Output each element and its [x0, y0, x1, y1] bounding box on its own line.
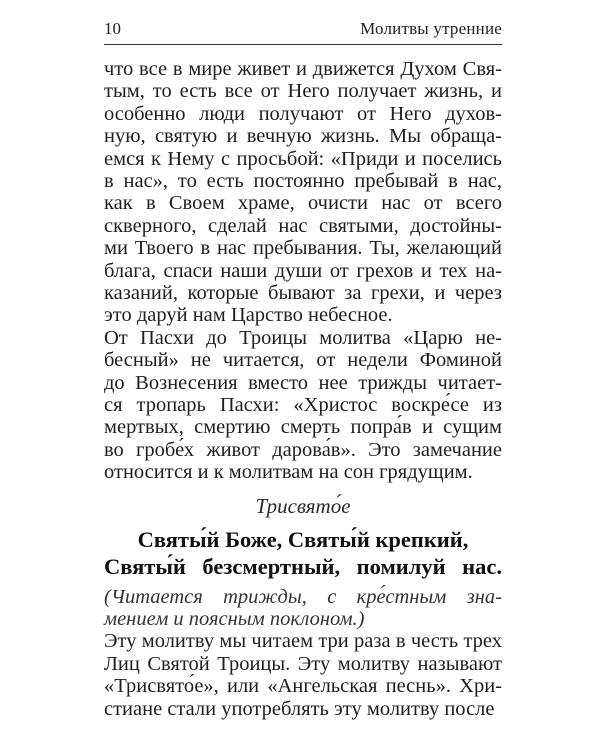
text-line: бесный» не читается, от недели Фоминой — [104, 349, 502, 372]
text-line: блага, спаси наши души от грехов и тех на- — [104, 259, 502, 282]
text-line: ную, святую и вечную жизнь. Мы обраща- — [104, 125, 502, 148]
text-line: в нас», то есть постоянно пребывай в нас, — [104, 170, 502, 192]
text-line: во гробе́х живот дарова́в». Это замечание — [104, 438, 502, 461]
text-line: особенно люди получают от Него духов- — [104, 102, 502, 125]
text-line: ся тропарь Пасхи: «Христос воскре́се из — [104, 394, 502, 416]
text-line: емся к Нему с просьбой: «Приди и поселись — [104, 147, 502, 170]
text-line: Лиц Святой Троицы. Эту молитву называют — [104, 652, 502, 675]
rubric-line: (Читается трижды, с кре́стным зна- — [104, 585, 502, 608]
text-line: что все в мире живет и движется Духом Свя- — [104, 58, 502, 80]
section-heading: Трисвято́е — [255, 493, 351, 518]
text-line: как в Своем храме, очисти нас от всего — [104, 192, 502, 215]
running-title: Молитвы утренние — [360, 19, 502, 38]
text-line: Эту молитву мы читаем три раза в честь трех — [104, 630, 502, 653]
text-line: казаний, которые бывают за грехи, и через — [104, 282, 502, 304]
text-line: стиане стали употреблять эту молитву после — [104, 697, 495, 720]
prayer-line: Святы́й безсмертный, помилуй нас. — [104, 553, 502, 579]
text-line: От Пасхи до Троицы молитва «Царю не- — [104, 326, 502, 349]
header-rule — [104, 44, 502, 45]
text-line: ми Твоего в нас пребывания. Ты, желающий — [104, 237, 502, 260]
page-header — [104, 14, 502, 42]
text-line: «Трисвято́е», или «Ангельская песнь». Хри- — [104, 675, 502, 698]
page-number: 10 — [104, 19, 121, 38]
prayer-line: Святы́й Боже, Святы́й крепкий, — [137, 526, 469, 552]
text-line: это даруй нам Царство небесное. — [104, 304, 393, 327]
text-line: тым, то есть все от Него получает жизнь, и — [104, 80, 502, 103]
text-line: относится и к молитвам на сон грядущим. — [104, 461, 473, 484]
text-line: до Вознесения вместо нее трижды читает- — [104, 371, 502, 394]
text-line: мертвых, смертию смерть попра́в и сущим — [104, 416, 502, 439]
text-line: скверного, сделай нас святыми, достойны- — [104, 214, 502, 237]
rubric-line: мением и поясным поклоном.) — [104, 608, 365, 630]
